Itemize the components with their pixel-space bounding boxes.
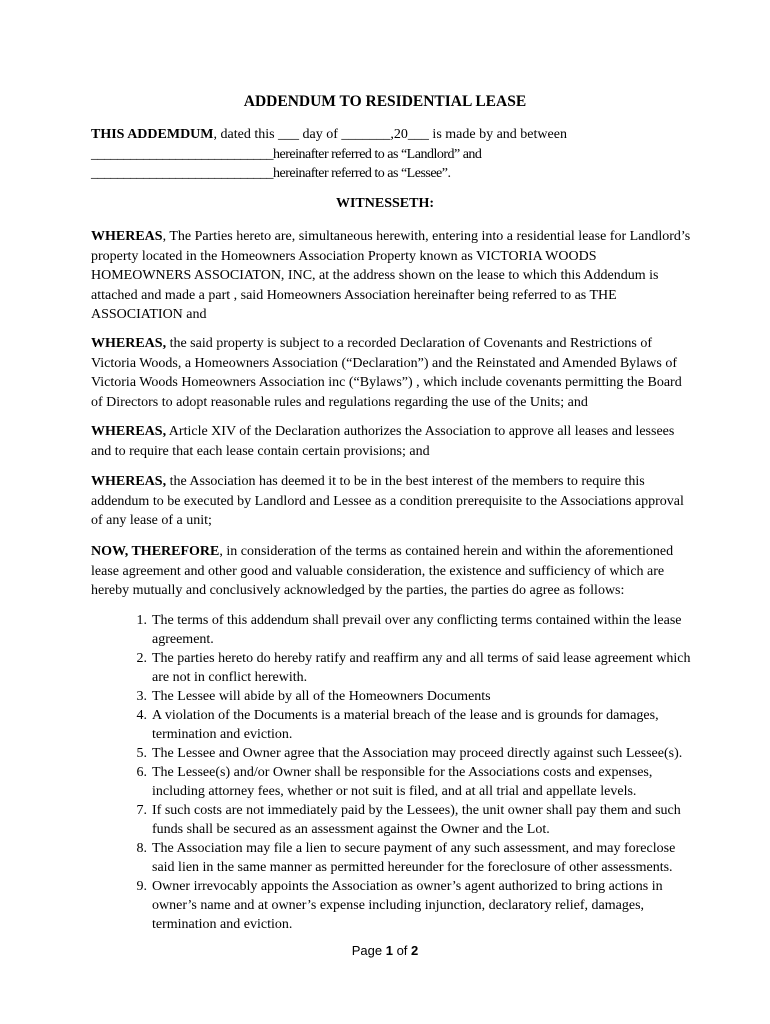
list-item-number: 9. [136,879,147,894]
list-item [91,687,691,706]
list-item-text: The parties hereto do hereby ratify and reaffirm any and all terms of said lease agreement which are not in conflict herewith. [152,651,691,685]
now-therefore-lead: NOW, THEREFORE [91,544,220,559]
whereas-lead: WHEREAS, [91,474,167,489]
landlord-line: ____________________________hereinafter referred to as “Landlord” and [91,147,482,162]
list-item-number: 7. [136,803,147,818]
list-item-text: Owner irrevocably appoints the Association as owner’s agent authorized to bring actions in owner’s name and at owner’s expense including injunction, declaratory relief, damages, termination and eviction. [152,879,663,932]
list-item-text: The Association may file a lien to secure payment of any such assessment, and may foreclose said lien in the same manner as permitted hereunder for the foreclosure of other assessments. [152,841,676,875]
list-item-number: 6. [136,765,147,780]
list-item-number: 4. [136,708,147,723]
witnesseth-heading: WITNESSETH: [335,196,435,211]
now-therefore-paragraph [91,542,691,601]
whereas-paragraph-1 [91,227,691,325]
whereas-text: the said property is subject to a recorded Declaration of Covenants and Restrictions of Victoria Woods, a Homeowners Association (“Declaration”) and the Reinstated and Amended Bylaws of Victoria Woods Homeowners Association inc (“Bylaws”) , which include covenants permitting the Board of Directors to adopt reasonable rules and regulations regarding the use of the Units; and [91,336,682,410]
list-item-text: The terms of this addendum shall prevail over any conflicting terms contained within the lease agreement. [152,613,682,647]
whereas-text: Article XIV of the Declaration authorizes the Association to approve all leases and lessees and to require that each lease contain certain provisions; and [91,424,675,459]
intro-line-1 [91,125,567,144]
list-item-text: If such costs are not immediately paid by the Lessees), the unit owner shall pay them and such funds shall be secured as an assessment against the Owner and the Lot. [152,803,681,837]
page-word: Page [351,943,383,958]
intro-line-1-text: , dated this ___ day of _______,20___ is made by and between [213,127,567,142]
whereas-lead: WHEREAS, [91,424,167,439]
list-item-text: The Lessee will abide by all of the Homeowners Documents [152,689,491,704]
whereas-paragraph-2 [91,334,691,412]
list-item-text: The Lessee and Owner agree that the Association may proceed directly against such Lessee(s). [152,746,683,761]
page-footer [0,943,770,958]
whereas-text: , The Parties hereto are, simultaneous herewith, entering into a residential lease for Landlord’s property located in the Homeowners Association Property known as VICTORIA WOODS HOMEOWNERS ASSOCIATON, INC, at the address shown on the lease to which this Addendum is attached and made a part , said Homeowners Association hereinafter being referred to as THE ASSOCIATION and [91,229,691,322]
list-item [91,649,691,687]
lessee-line: ____________________________hereinafter referred to as “Lessee”. [91,166,451,181]
current-page-number: 1 [385,943,393,958]
list-item [91,839,691,877]
list-item [91,611,691,649]
document-title: ADDENDUM TO RESIDENTIAL LEASE [243,93,527,110]
whereas-lead: WHEREAS, [91,336,167,351]
list-item-number: 8. [136,841,147,856]
whereas-lead: WHEREAS [91,229,163,244]
list-item [91,706,691,744]
intro-lead: THIS ADDEMDUM [91,127,214,142]
terms-list [91,611,691,934]
list-item-number: 3. [136,689,147,704]
list-item-text: The Lessee(s) and/or Owner shall be responsible for the Associations costs and expenses, including attorney fees, whether or not suit is filed, and at all trial and appellate levels. [152,765,653,799]
list-item-text: A violation of the Documents is a material breach of the lease and is grounds for damages, termination and eviction. [152,708,659,742]
whereas-paragraph-3 [91,422,691,461]
list-item [91,744,691,763]
whereas-text: the Association has deemed it to be in the best interest of the members to require this addendum to be executed by Landlord and Lessee as a condition prerequisite to the Associations approval of any lease of a unit; [91,474,684,528]
list-item [91,763,691,801]
list-item [91,877,691,934]
now-therefore-text: , in consideration of the terms as contained herein and within the aforementioned lease agreement and other good and valuable consideration, the existence and sufficiency of which are hereby mutually and conclusively acknowledged by the parties, the parties do agree as follows: [91,544,674,598]
of-word: of [396,943,408,958]
list-item-number: 2. [136,651,147,666]
total-pages-number: 2 [411,943,419,958]
list-item-number: 5. [136,746,147,761]
whereas-paragraph-4 [91,472,691,531]
list-item [91,801,691,839]
list-item-number: 1. [136,613,147,628]
